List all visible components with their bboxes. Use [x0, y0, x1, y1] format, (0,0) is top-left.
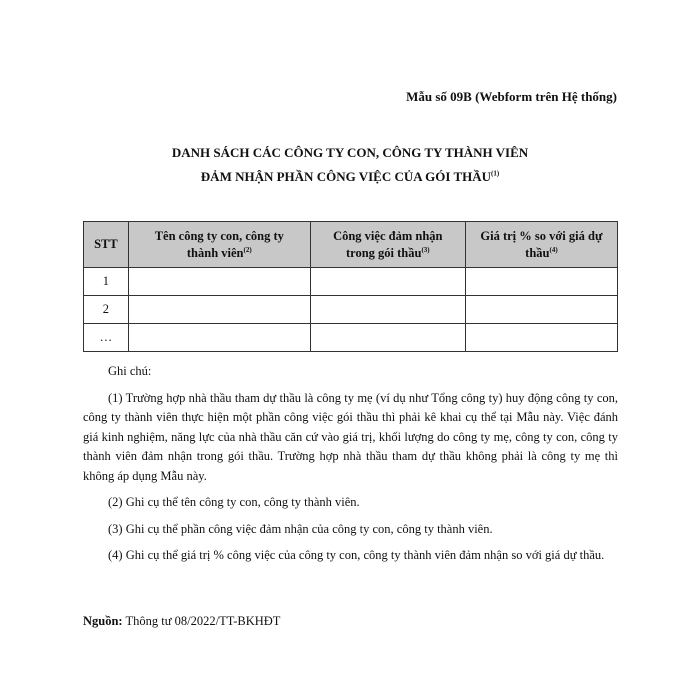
document-title-line2 — [0, 169, 700, 185]
row-assigned-work — [310, 268, 465, 296]
source-line — [83, 614, 280, 629]
title-line2-text: ĐẢM NHẬN PHẦN CÔNG VIỆC CỦA GÓI THẦU — [200, 169, 492, 184]
row-stt: … — [84, 324, 129, 352]
notes-section — [83, 362, 618, 573]
header-company-name-note: (2) — [243, 245, 252, 254]
table-row — [84, 296, 618, 324]
header-stt-text: STT — [94, 237, 118, 251]
row-stt: 1 — [84, 268, 129, 296]
row-assigned-work — [310, 296, 465, 324]
row-company-name — [128, 324, 310, 352]
document-title-line1: DANH SÁCH CÁC CÔNG TY CON, CÔNG TY THÀNH VIÊN — [171, 145, 529, 160]
note-item-1: (1) Trường hợp nhà thầu tham dự thầu là công ty mẹ (ví dụ như Tổng công ty) huy động công ty con, công ty thành viên thực hiện một phần công việc gói thầu thì phải kê khai cụ thể tại Mẫu này. Việc đánh giá kinh nghiệm, năng lực của nhà thầu căn cứ vào giá trị, khối lượng do công ty mẹ, công ty con, công ty thành viên đảm nhận trong gói thầu. Trường hợp nhà thầu tham dự thầu không phải là công ty mẹ thì không áp dụng Mẫu này. — [83, 390, 618, 483]
row-company-name — [128, 296, 310, 324]
row-value-percent — [465, 324, 617, 352]
header-value-percent-line1: Giá trị % so với giá dự — [480, 228, 603, 243]
header-company-name-line2: thành viên — [186, 245, 244, 260]
header-assigned-work-line2: trong gói thầu — [345, 245, 422, 260]
row-stt: 2 — [84, 296, 129, 324]
header-assigned-work-line1: Công việc đảm nhận — [333, 228, 443, 243]
row-company-name — [128, 268, 310, 296]
header-assigned-work-note: (3) — [421, 245, 430, 254]
table-header-row — [84, 222, 618, 268]
source-value: Thông tư 08/2022/TT-BKHĐT — [125, 614, 281, 628]
header-value-percent-line2: thầu — [525, 245, 550, 260]
header-value-percent — [465, 222, 617, 268]
member-companies-table — [83, 221, 618, 352]
form-code: Mẫu số 09B (Webform trên Hệ thống) — [406, 89, 617, 104]
row-value-percent — [465, 268, 617, 296]
title-footnote-marker: (1) — [491, 169, 500, 178]
note-item-2: (2) Ghi cụ thể tên công ty con, công ty thành viên. — [108, 495, 360, 509]
table-row — [84, 324, 618, 352]
notes-label: Ghi chú: — [108, 364, 152, 378]
note-item-4: (4) Ghi cụ thể giá trị % công việc của công ty con, công ty thành viên đảm nhận so với giá dự thầu. — [108, 548, 605, 562]
header-company-name — [128, 222, 310, 268]
note-item-3: (3) Ghi cụ thể phần công việc đảm nhận của công ty con, công ty thành viên. — [108, 521, 493, 536]
header-assigned-work — [310, 222, 465, 268]
source-label: Nguồn: — [83, 614, 123, 628]
row-assigned-work — [310, 324, 465, 352]
header-company-name-line1: Tên công ty con, công ty — [154, 228, 284, 243]
table-row — [84, 268, 618, 296]
header-value-percent-note: (4) — [549, 245, 558, 254]
row-value-percent — [465, 296, 617, 324]
header-stt — [84, 222, 129, 268]
